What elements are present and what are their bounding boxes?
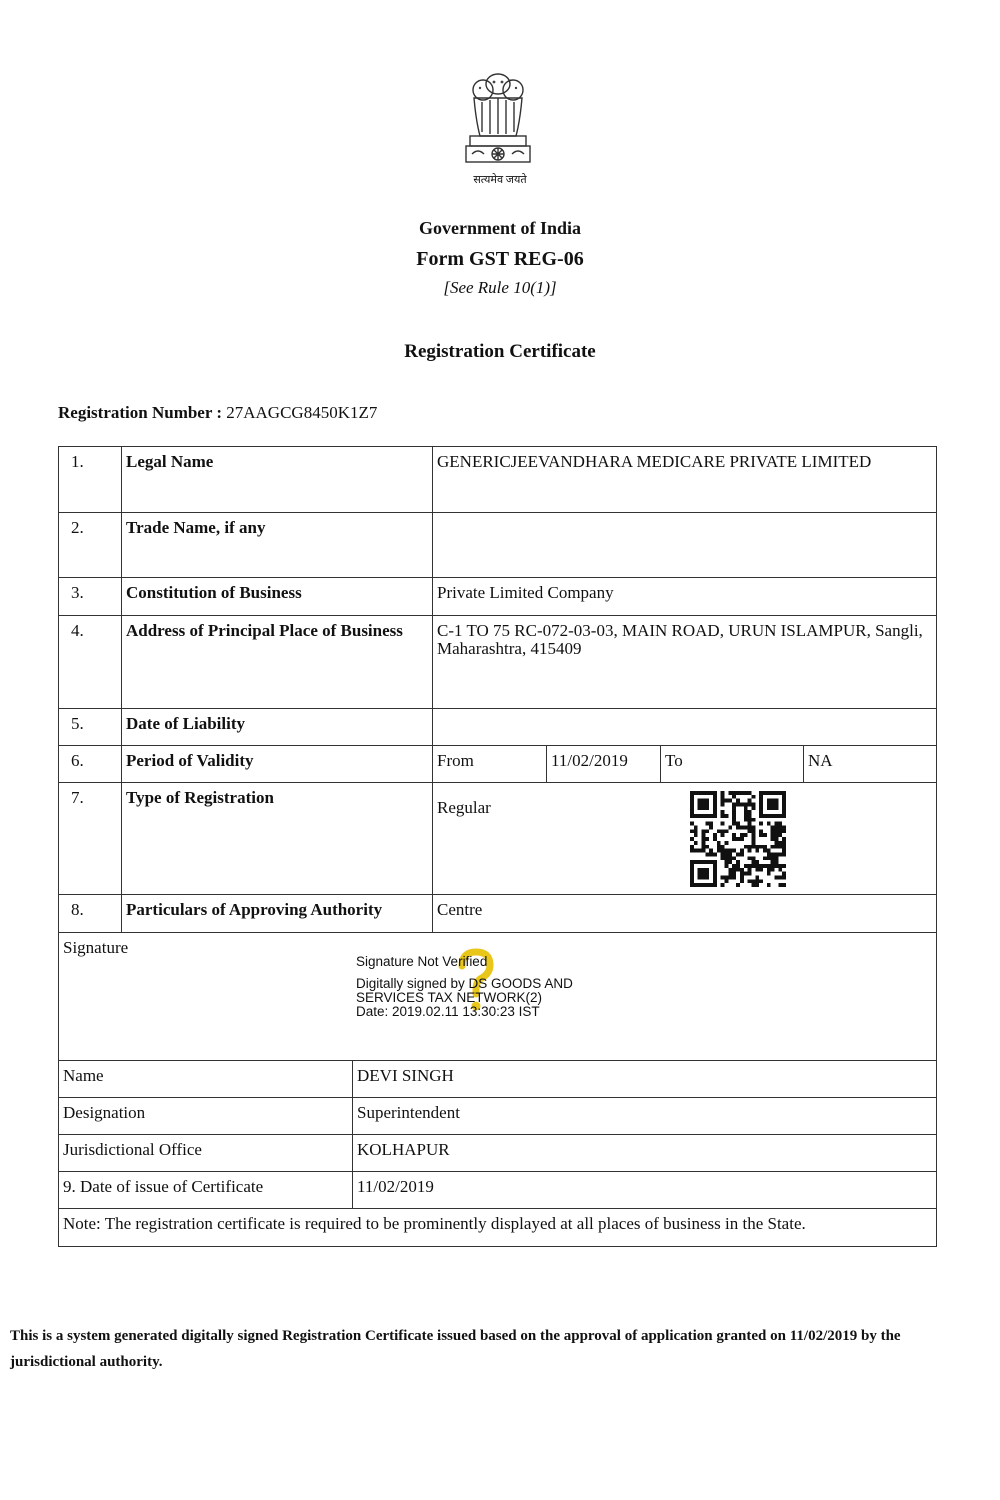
validity-from-label: From [433,746,547,783]
table-row [59,709,937,746]
legal-name-value: GENERICJEEVANDHARA MEDICARE PRIVATE LIMITED [433,447,937,513]
constitution-value: Private Limited Company [433,578,937,616]
system-generated-footer: This is a system generated digitally signed Registration Certificate issued based on the approval of application granted on 11/02/2019 by the jurisdictional authority. [10,1328,901,1370]
table-row [59,1098,937,1135]
registration-details-table [58,446,937,933]
jurisdictional-office-value: KOLHAPUR [353,1135,937,1172]
form-title: Form GST REG-06 [416,248,584,270]
legal-name-label: Legal Name [122,447,433,513]
table-row [59,895,937,933]
table-row [59,1135,937,1172]
table-row [59,1061,937,1098]
type-of-registration-value: Regular [433,783,937,895]
trade-name-label: Trade Name, if any [122,513,433,578]
designation-value: Superintendent [353,1098,937,1135]
designation-label: Designation [59,1098,353,1135]
registration-number-value: 27AAGCG8450K1Z7 [226,403,378,422]
digital-signature-block [356,955,573,1019]
issue-date-label: 9. Date of issue of Certificate [59,1172,353,1209]
type-of-registration-label: Type of Registration [122,783,433,895]
certificate-title: Registration Certificate [404,341,596,362]
jurisdictional-office-label: Jurisdictional Office [59,1135,353,1172]
table-row [59,1209,937,1247]
row-number: 7. [59,783,122,895]
state-emblem-icon [458,66,538,176]
validity-to-value: NA [804,746,937,783]
row-number: 8. [59,895,122,933]
row-number: 2. [59,513,122,578]
table-row [59,616,937,709]
table-row [59,1172,937,1209]
display-note: Note: The registration certificate is required to be prominently displayed at all places of business in the State. [59,1209,937,1247]
issue-date-value: 11/02/2019 [353,1172,937,1209]
row-number: 4. [59,616,122,709]
validity-from-value: 11/02/2019 [547,746,661,783]
signed-by-line-2: SERVICES TAX NETWORK(2) [356,990,543,1005]
validity-to-label: To [661,746,804,783]
date-of-liability-label: Date of Liability [122,709,433,746]
registration-number-line [58,403,377,423]
officer-name-label: Name [59,1061,353,1098]
signed-by-line-1: Digitally signed by DS GOODS AND [356,976,573,991]
row-number: 3. [59,578,122,616]
address-label: Address of Principal Place of Business [122,616,433,709]
qr-code-icon [690,791,786,887]
emblem-motto: सत्यमेव जयते [473,174,527,186]
period-of-validity-label: Period of Validity [122,746,433,783]
signature-status: Signature Not Verified [356,954,488,969]
government-heading: Government of India [419,218,581,238]
row-number: 6. [59,746,122,783]
date-of-liability-value [433,709,937,746]
table-row [59,783,937,895]
signature-date: Date: 2019.02.11 13:30:23 IST [356,1004,540,1019]
trade-name-value [433,513,937,578]
registration-number-label: Registration Number : [58,403,222,422]
constitution-label: Constitution of Business [122,578,433,616]
rule-reference: [See Rule 10(1)] [443,278,557,297]
table-row [59,746,937,783]
row-number: 5. [59,709,122,746]
signature-label: Signature [63,938,129,957]
address-value: C-1 TO 75 RC-072-03-03, MAIN ROAD, URUN ISLAMPUR, Sangli, Maharashtra, 415409 [433,616,937,709]
table-row [59,513,937,578]
table-row [59,447,937,513]
approving-authority-value: Centre [433,895,937,933]
row-number: 1. [59,447,122,513]
table-row [59,578,937,616]
approving-authority-label: Particulars of Approving Authority [122,895,433,933]
officer-name-value: DEVI SINGH [353,1061,937,1098]
